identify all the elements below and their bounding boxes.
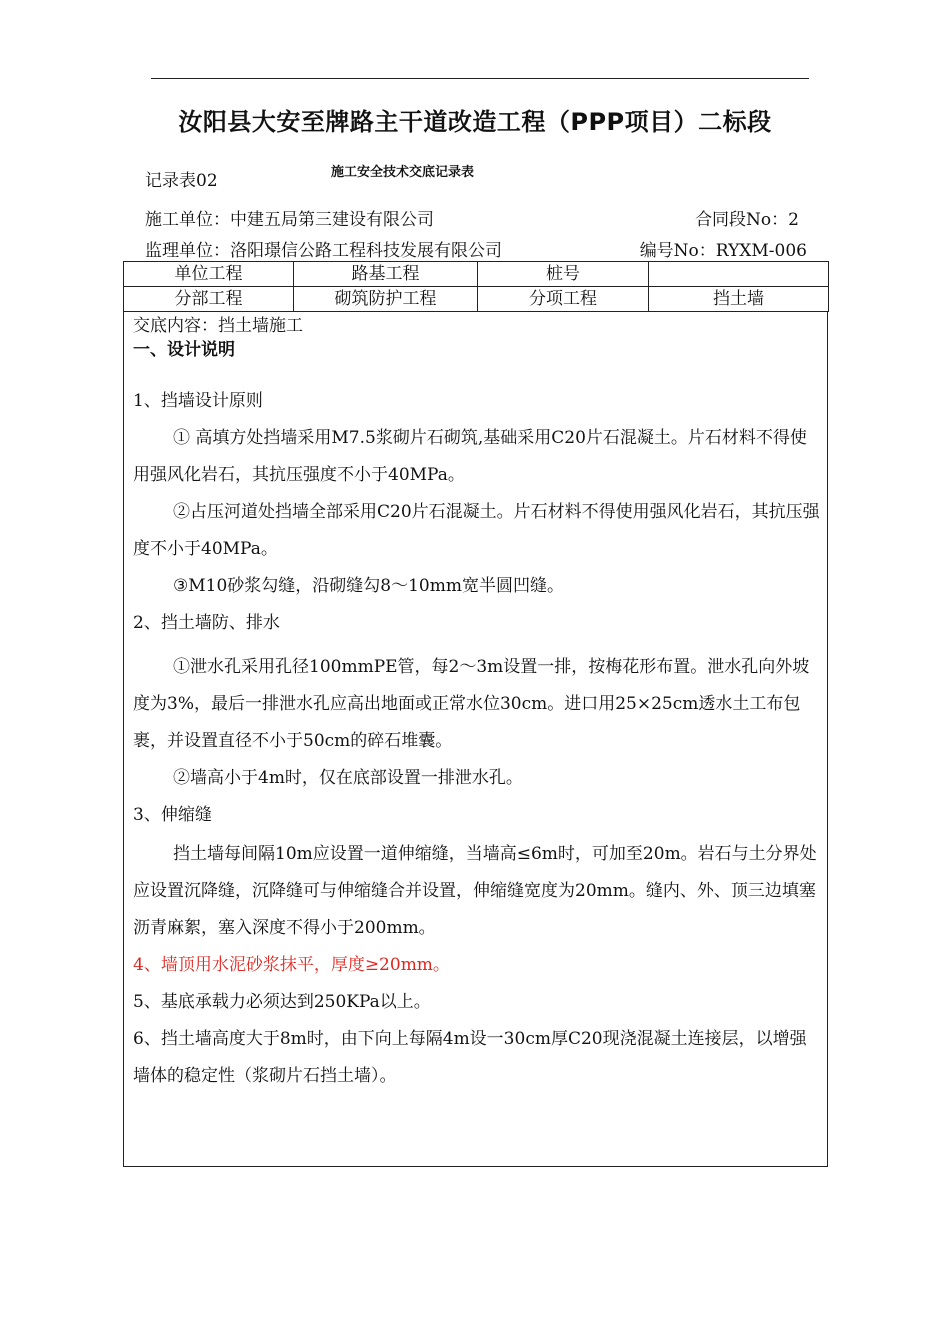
record-number: 记录表02 <box>145 171 218 191</box>
item3-paragraph-1: 挡土墙每间隔10m应设置一道伸缩缝，当墙高≤6m时，可加至20m。岩石与土分界处应设置沉降缝，沉降缝可与伸缩缝合并设置，伸缩缝宽度为20mm。缝内、外、顶三边填塞沥青麻絮，塞入深度不得小于200mm。 <box>133 844 817 938</box>
table-cell <box>649 262 829 287</box>
table-cell: 桩号 <box>478 262 649 287</box>
table-cell: 单位工程 <box>124 262 294 287</box>
item2-title: 2、挡土墙防、排水 <box>133 613 280 633</box>
item2-paragraph-1: ①泄水孔采用孔径100mmPE管，每2～3m设置一排，按梅花形布置。泄水孔向外坡度为3%，最后一排泄水孔应高出地面或正常水位30cm。进口用25×25cm透水土工布包裹，并设置直径不小于50cm的碎石堆囊。 <box>133 657 810 751</box>
meta-row-construction <box>145 205 807 230</box>
form-title: 施工安全技术交底记录表 <box>331 165 475 180</box>
item5: 5、基底承载力必须达到250KPa以上。 <box>133 992 431 1012</box>
item1-paragraph-1: ① 高填方处挡墙采用M7.5浆砌片石砌筑,基础采用C20片石混凝土。片石材料不得使用强风化岩石，其抗压强度不小于40MPa。 <box>133 428 807 485</box>
supervision-unit: 监理单位：洛阳璟信公路工程科技发展有限公司 <box>145 241 502 261</box>
table-cell: 分部工程 <box>124 287 294 312</box>
item3-title: 3、伸缩缝 <box>133 805 212 825</box>
table-cell: 砌筑防护工程 <box>294 287 478 312</box>
section-heading: 一、设计说明 <box>133 340 235 360</box>
briefing-content-box <box>123 311 828 1167</box>
item2-paragraph-2: ②墙高小于4m时，仅在底部设置一排泄水孔。 <box>173 768 523 788</box>
table-row <box>124 287 829 312</box>
contract-section: 合同段No：2 <box>695 210 799 230</box>
item1-title: 1、挡墙设计原则 <box>133 391 263 411</box>
project-title: 汝阳县大安至牌路主干道改造工程（PPP项目）二标段 <box>178 108 772 136</box>
item1-paragraph-2: ②占压河道处挡墙全部采用C20片石混凝土。片石材料不得使用强风化岩石，其抗压强度不小于40MPa。 <box>133 502 820 559</box>
table-cell: 分项工程 <box>478 287 649 312</box>
item1-paragraph-3: ③M10砂浆勾缝，沿砌缝勾8～10mm宽半圆凹缝。 <box>173 576 564 596</box>
meta-row-supervision <box>145 236 807 261</box>
construction-unit: 施工单位：中建五局第三建设有限公司 <box>145 210 434 230</box>
serial-number: 编号No：RYXM-006 <box>639 241 807 261</box>
table-cell: 挡土墙 <box>649 287 829 312</box>
table-cell: 路基工程 <box>294 262 478 287</box>
table-row <box>124 262 829 287</box>
header-rule <box>151 78 809 79</box>
project-info-table <box>123 261 829 312</box>
item6: 6、挡土墙高度大于8m时，由下向上每隔4m设一30cm厚C20现浇混凝土连接层，以增强墙体的稳定性（浆砌片石挡土墙）。 <box>133 1029 807 1086</box>
briefing-subject: 交底内容：挡土墙施工 <box>133 316 303 336</box>
item4-highlight: 4、墙顶用水泥砂浆抹平，厚度≥20mm。 <box>133 955 450 975</box>
